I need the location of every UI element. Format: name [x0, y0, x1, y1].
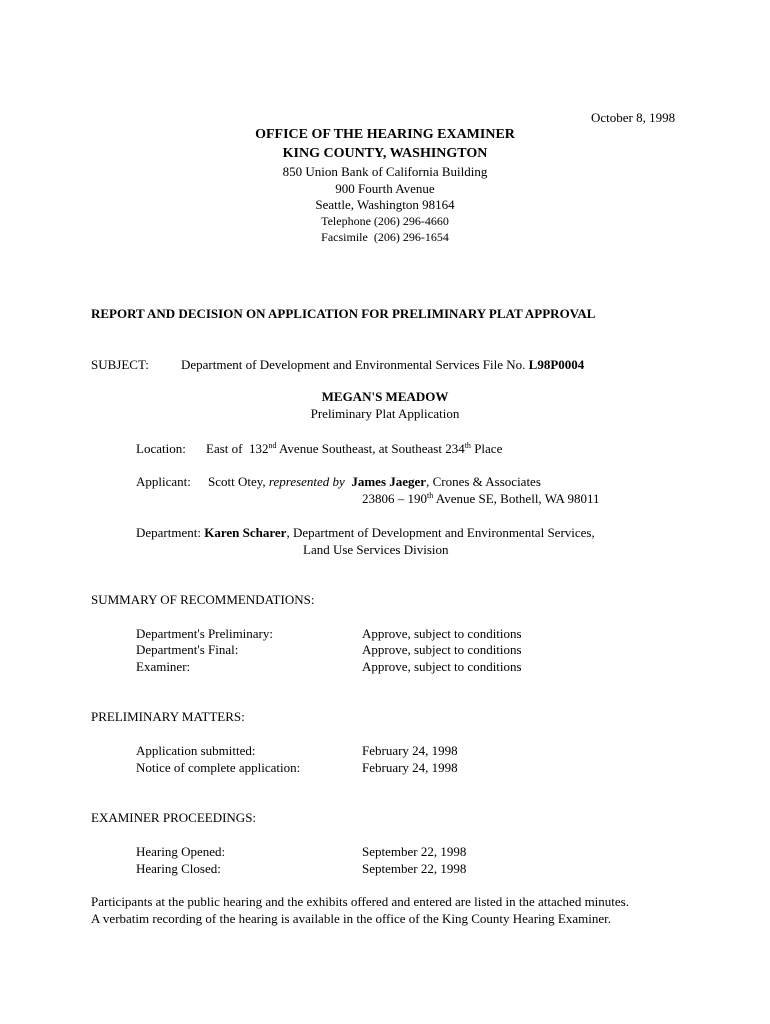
- location-sup-2: th: [464, 441, 471, 450]
- proceedings-value: September 22, 1998: [362, 844, 467, 859]
- summary-value: Approve, subject to conditions: [362, 642, 522, 657]
- department-label: Department:: [136, 525, 201, 540]
- summary-value: Approve, subject to conditions: [362, 659, 522, 674]
- location-label: Location:: [136, 441, 186, 456]
- department-contact: Karen Scharer: [204, 525, 287, 540]
- applicant-address: [362, 491, 599, 508]
- preliminary-value: February 24, 1998: [362, 743, 458, 758]
- proceedings-heading: EXAMINER PROCEEDINGS:: [91, 810, 257, 825]
- location-mid: Avenue Southeast, at Southeast 234: [276, 441, 465, 456]
- report-title: REPORT AND DECISION ON APPLICATION FOR PRELIMINARY PLAT APPROVAL: [91, 306, 596, 321]
- summary-label: Department's Final:: [136, 642, 239, 657]
- applicant-label: Applicant:: [136, 474, 191, 489]
- facsimile: Facsimile (206) 296-1654: [321, 230, 449, 244]
- department-division: Land Use Services Division: [303, 542, 449, 557]
- location-sup-1: nd: [268, 441, 277, 450]
- address-pre: 23806 – 190: [362, 491, 427, 506]
- preliminary-value: February 24, 1998: [362, 760, 458, 775]
- preliminary-label: Notice of complete application:: [136, 760, 301, 775]
- subject-label: SUBJECT:: [91, 357, 149, 372]
- telephone: Telephone (206) 296-4660: [321, 214, 449, 228]
- summary-value: Approve, subject to conditions: [362, 626, 522, 641]
- location-post: Place: [470, 441, 503, 456]
- county-title: KING COUNTY, WASHINGTON: [282, 146, 488, 161]
- address-line-2: 900 Fourth Avenue: [335, 181, 435, 196]
- representative-firm: , Crones & Associates: [426, 474, 541, 489]
- office-title: OFFICE OF THE HEARING EXAMINER: [255, 127, 515, 142]
- applicant-value: [208, 474, 541, 491]
- subject-line: [181, 357, 584, 374]
- project-name: MEGAN'S MEADOW: [321, 389, 449, 404]
- location-value: [206, 441, 502, 458]
- file-number: L98P0004: [528, 357, 585, 372]
- department-text: , Department of Development and Environmental Services,: [286, 525, 595, 540]
- address-line-3: Seattle, Washington 98164: [315, 197, 455, 212]
- participants-line-2: A verbatim recording of the hearing is available in the office of the King County Hearing Examiner.: [91, 911, 611, 926]
- proceedings-label: Hearing Opened:: [136, 844, 226, 859]
- preliminary-label: Application submitted:: [136, 743, 256, 758]
- subject-text: Department of Development and Environmental Services File No.: [181, 357, 526, 372]
- representative-name: James Jaeger: [351, 474, 427, 489]
- address-line-1: 850 Union Bank of California Building: [282, 164, 488, 179]
- preliminary-heading: PRELIMINARY MATTERS:: [91, 709, 245, 724]
- department-line: [136, 525, 595, 542]
- proceedings-label: Hearing Closed:: [136, 861, 221, 876]
- summary-heading: SUMMARY OF RECOMMENDATIONS:: [91, 592, 315, 607]
- project-type: Preliminary Plat Application: [310, 406, 460, 421]
- address-sup: th: [427, 491, 434, 500]
- location-pre: East of 132: [206, 441, 269, 456]
- represented-by: represented by: [268, 474, 345, 489]
- document-date: October 8, 1998: [591, 110, 676, 125]
- proceedings-value: September 22, 1998: [362, 861, 467, 876]
- summary-label: Department's Preliminary:: [136, 626, 274, 641]
- summary-label: Examiner:: [136, 659, 191, 674]
- participants-line-1: Participants at the public hearing and the exhibits offered and entered are listed in the attached minutes.: [91, 894, 629, 909]
- address-post: Avenue SE, Bothell, WA 98011: [433, 491, 600, 506]
- applicant-name: Scott Otey,: [208, 474, 266, 489]
